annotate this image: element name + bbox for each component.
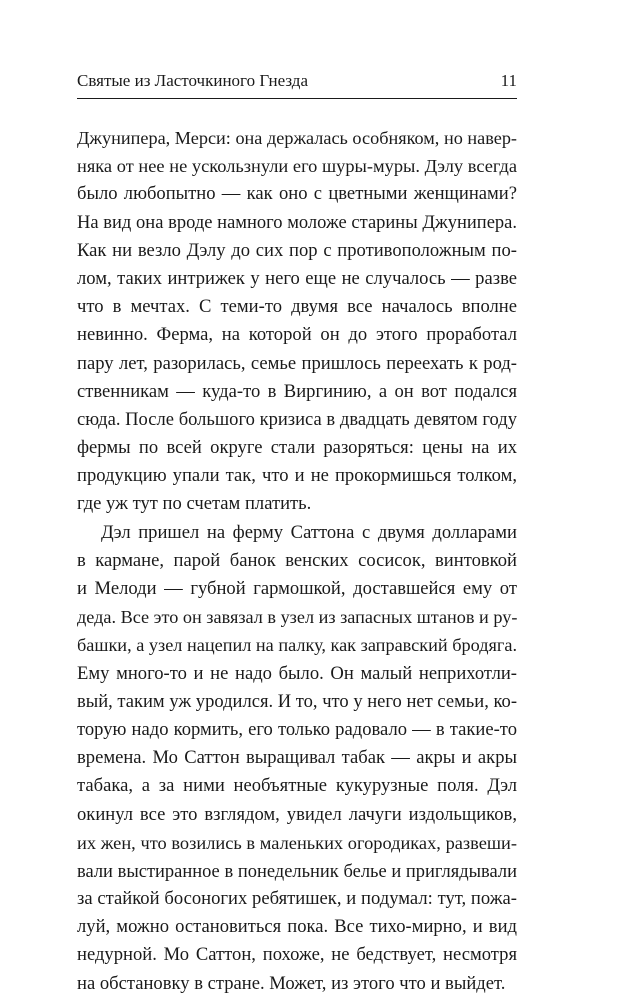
paragraph [77, 124, 517, 519]
text-line: фермы по всей округе стали разоряться: цены на их [77, 437, 517, 459]
text-line: луй, можно остановиться пока. Все тихо-мирно, и вид [77, 916, 517, 938]
text-line: лом, таких интрижек у него еще не случалось — разве [77, 267, 517, 289]
text-line: и Мелоди — губной гармошкой, доставшейся ему от [77, 578, 517, 599]
text-line: было любопытно — как оно с цветными женщинами? [77, 183, 517, 205]
text-line: сюда. После большого кризиса в двадцать девятом году [77, 408, 517, 430]
text-line: недурной. Мо Саттон, похоже, не бедствует, несмотря [77, 944, 517, 966]
text-line: в кармане, парой банок венских сосисок, винтовкой [77, 549, 517, 571]
text-line: продукцию упали так, что и не прокормишься толком, [77, 465, 517, 487]
text-line: Дэл пришел на ферму Саттона с двумя долларами [101, 521, 517, 543]
text-line: за стайкой босоногих ребятишек, и подумал: тут, пожа- [77, 888, 517, 910]
text-line: на обстановку в стране. Может, из этого что и выйдет. [77, 972, 506, 994]
text-line: окинул все это взглядом, увидел лачуги издольщиков, [77, 803, 517, 825]
header-rule [77, 98, 517, 99]
text-line: их жен, что возились в маленьких огородиках, развеши- [77, 832, 517, 853]
text-line: вали выстиранное в понедельник белье и приглядывали [77, 860, 517, 881]
text-line: На вид она вроде намного моложе старины Джунипера. [77, 212, 517, 233]
text-line: Джунипера, Мерси: она держалась особняком, но навер- [77, 128, 517, 148]
text-line: табака, а за ними необъятные кукурузные поля. Дэл [77, 775, 517, 797]
text-line: няка от нее не ускользнули его шуры-муры. Дэлу всегда [77, 156, 517, 177]
text-line: Ему много-то и не надо было. Он малый неприхотли- [77, 662, 517, 684]
page-number: 11 [500, 71, 517, 90]
text-line: Как ни везло Дэлу до сих пор с противоположным по- [77, 239, 517, 261]
text-line: времена. Мо Саттон выращивал табак — акры и акры [77, 747, 517, 769]
text-line: невинно. Ферма, на которой он до этого проработал [77, 324, 517, 346]
paragraph [77, 519, 517, 998]
text-line: деда. Все это он завязал в узел из запасных штанов и ру- [77, 607, 518, 628]
running-title: Святые из Ласточкиного Гнезда [77, 71, 308, 90]
text-line: башки, а узел нацепил на палку, как заправский бродяга. [77, 635, 518, 656]
running-header [77, 70, 517, 94]
text-line: пару лет, разорилась, семье пришлось переехать к род- [77, 352, 517, 374]
body-text [77, 124, 517, 998]
text-line: что в мечтах. С теми-то двумя все началось вполне [77, 296, 517, 318]
text-line: ственникам — куда-то в Виргинию, а он вот подался [77, 380, 517, 402]
text-line: где уж тут по счетам платить. [77, 493, 312, 515]
text-line: вый, таким уж уродился. И то, что у него нет семьи, ко- [77, 690, 517, 712]
text-line: торую надо кормить, его только радовало — в такие-то [77, 718, 517, 740]
